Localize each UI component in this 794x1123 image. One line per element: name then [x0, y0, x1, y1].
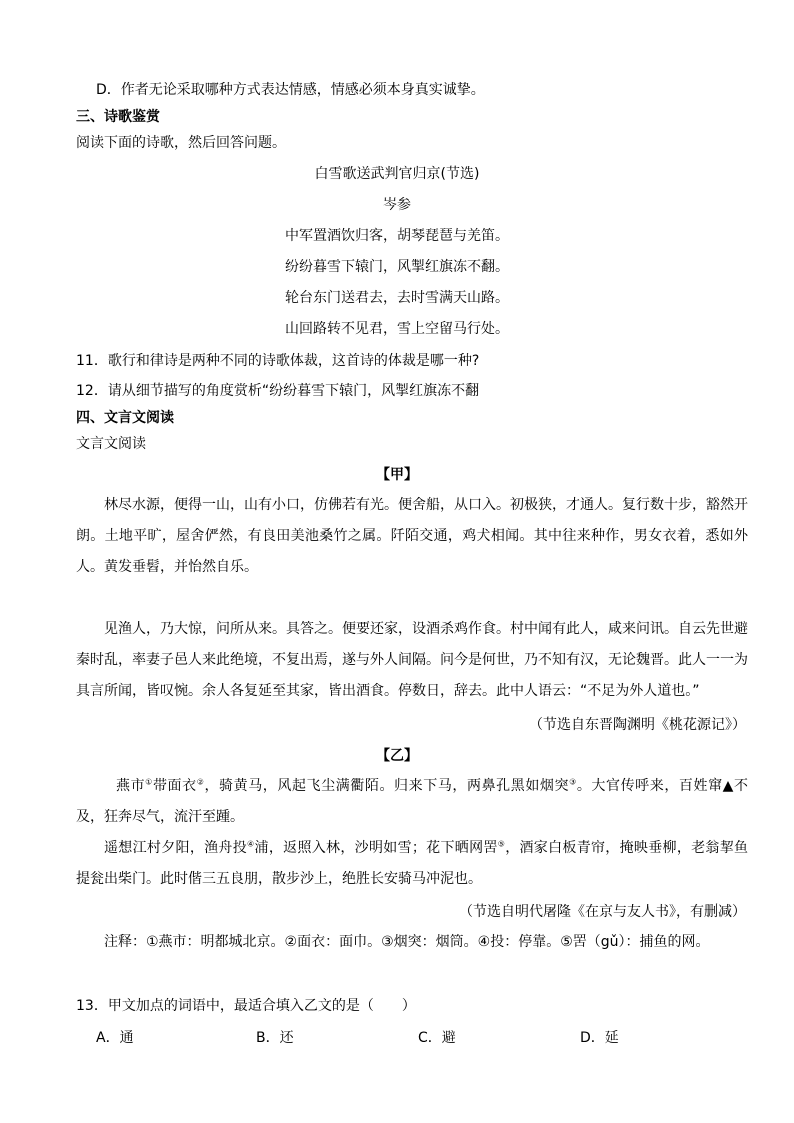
poem-line: 纷纷暮雪下辕门，风掣红旗冻不翻。: [285, 259, 509, 275]
classical-subheading: 文言文阅读: [76, 436, 146, 452]
passage-yi-label: 【乙】: [376, 748, 418, 764]
passage-jia-paragraph-1: 林尽水源，便得一山，山有小口，仿佛若有光。便舍船，从口入。初极狭，才通人。复行数十步，豁然开朗。土地平旷，屋舍俨然，有良田美池桑竹之属。阡陌交通，鸡犬相闻。其中往来种作，男女衣着，悉如外人。黄发垂髫，并怡然自乐。: [76, 497, 748, 575]
option-c[interactable]: C．避: [418, 1030, 456, 1046]
poem-line: 山回路转不见君，雪上空留马行处。: [285, 321, 509, 337]
footnote-marker: ②: [196, 777, 205, 787]
passage-jia-paragraph-2: 见渔人，乃大惊，问所从来。具答之。便要还家，设酒杀鸡作食。村中闻有此人，咸来问讯。自云先世避秦时乱，率妻子邑人来此绝境，不复出焉，遂与外人间隔。问今是何世，乃不知有汉，无论魏晋。此人一一为具言所闻，皆叹惋。余人各复延至其家，皆出酒食。停数日，辞去。此中人语云：“不足为外人道也。”: [76, 621, 748, 699]
option-b[interactable]: B．还: [256, 1030, 294, 1046]
passage-yi-paragraph-2: 遥想江村夕阳，渔舟投④浦，返照入林，沙明如雪；花下晒网罟⑤，酒家白板青帘，掩映垂柳，老翁挈鱼提瓮出柴门。此时偕三五良朋，散步沙上，绝胜长安骑马冲泥也。: [76, 839, 749, 887]
option-d[interactable]: D．延: [580, 1030, 619, 1046]
passage-yi-paragraph-1: 燕市①带面衣②，骑黄马，风起飞尘满衢陌。归来下马，两鼻孔黑如烟突③。大官传呼来，百姓窜▲不及，狂奔尽气，流汗至踵。: [76, 777, 749, 825]
passage-jia-label: 【甲】: [376, 467, 418, 483]
footnote-marker: ①: [145, 777, 153, 787]
poem-author: 岑参: [383, 197, 411, 213]
question-13-stem: 13．甲文加点的词语中，最适合填入乙文的是（ ）: [76, 998, 416, 1014]
footnote-marker: ③: [569, 777, 577, 787]
poem-line: 轮台东门送君去，去时雪满天山路。: [285, 290, 509, 306]
section-heading-poetry: 三、诗歌鉴赏: [76, 109, 160, 125]
footnote-marker: ④: [247, 839, 255, 849]
poem-title: 白雪歌送武判官归京(节选): [314, 166, 480, 182]
footnote-marker: ⑤: [497, 839, 506, 849]
poetry-instruction: 阅读下面的诗歌，然后回答问题。: [76, 135, 286, 151]
question-11: 11．歌行和律诗是两种不同的诗歌体裁，这首诗的体裁是哪一种?: [76, 353, 480, 369]
question-12: 12．请从细节描写的角度赏析“纷纷暮雪下辕门，风掣红旗冻不翻: [76, 383, 480, 399]
option-d-line: D．作者无论采取哪种方式表达情感，情感必须本身真实诚挚。: [96, 82, 485, 98]
poem-line: 中军置酒饮归客，胡琴琵琶与羌笛。: [285, 228, 509, 244]
passage-yi-source: （节选自明代屠隆《在京与友人书》，有删减）: [459, 904, 746, 920]
passage-yi-notes: 注释：①燕市：明都城北京。②面衣：面巾。③烟突：烟筒。④投：停靠。⑤罟（gǔ）：捕鱼的网。: [104, 934, 710, 950]
section-heading-classical: 四、文言文阅读: [76, 410, 174, 426]
passage-jia-source: （节选自东晋陶渊明《桃花源记》）: [529, 717, 746, 733]
option-a[interactable]: A．通: [96, 1030, 134, 1046]
